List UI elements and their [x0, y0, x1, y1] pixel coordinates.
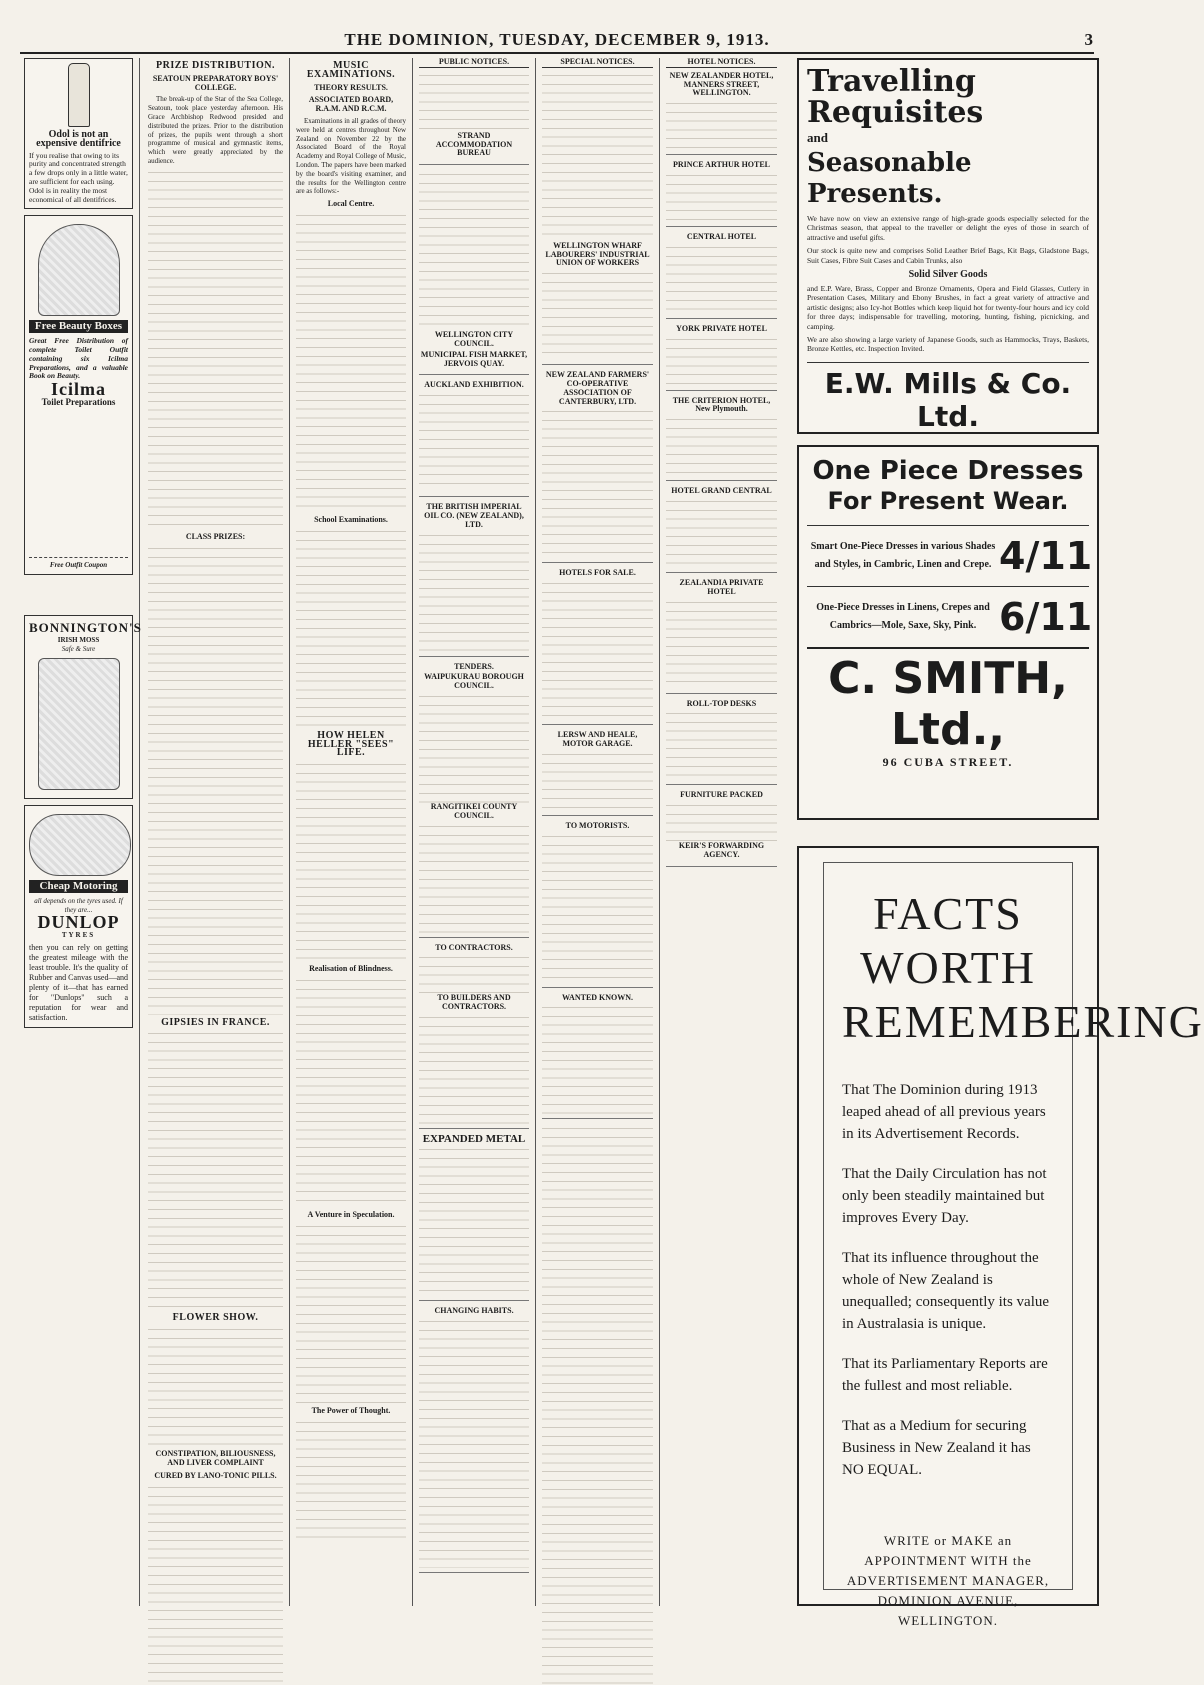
- notice-keirs-title: KEIR'S FORWARDING AGENCY.: [678, 841, 765, 859]
- notice-wharf-title: WELLINGTON WHARF LABOURERS' INDUSTRIAL UNION OF WORKERS: [545, 240, 650, 268]
- notice-york-title: YORK PRIVATE HOTEL: [676, 323, 767, 333]
- notice-grandcentral-title: HOTEL GRAND CENTRAL: [671, 486, 772, 496]
- notice-wanted-text: [542, 1004, 653, 1114]
- facts-cta: [842, 1531, 1054, 1631]
- odol-headline: Odol is not an expensive dentifrice: [36, 129, 121, 149]
- notice-motorists-text: [542, 833, 653, 983]
- notice-waipukurau-title: WAIPUKURAU BOROUGH COUNCIL.: [424, 672, 524, 691]
- notice-garage: [542, 731, 653, 816]
- notice-contractors-text: [419, 954, 529, 994]
- notice-central: [666, 233, 777, 319]
- class-prizes-block: [148, 545, 283, 1015]
- beauty-box-heading: Free Beauty Boxes: [29, 320, 128, 333]
- notice-tenders-title: TENDERS.: [454, 661, 494, 671]
- car-illustration-icon: [29, 814, 131, 876]
- notice-hotels-sale-text: [542, 580, 653, 720]
- travel-and: and: [807, 130, 828, 145]
- notice-contractors-title: TO CONTRACTORS.: [435, 942, 513, 952]
- travel-heading-1: Travelling: [807, 64, 976, 99]
- notice-wharf-text: [542, 270, 653, 360]
- icilma-filler: [29, 407, 128, 557]
- notice-criterion-title: THE CRITERION HOTEL, New Plymouth.: [672, 395, 771, 414]
- notice-motorists: [542, 822, 653, 988]
- facts-item-1: That The Dominion during 1913 leaped ahead of all previous years in its Advertisement Records.: [842, 1082, 1046, 1142]
- notice-oil-title: THE BRITISH IMPERIAL OIL CO. (NEW ZEALAND), LTD.: [424, 502, 524, 529]
- dresses-desc-1: Smart One-Piece Dresses in various Shades and Styles, in Cambric, Linen and Crepe.: [810, 541, 996, 570]
- facts-list: [842, 1079, 1054, 1481]
- notice-wanted-title: WANTED KNOWN.: [561, 992, 634, 1002]
- notice-furniture-text: [666, 802, 777, 842]
- notice-grandcentral: [666, 487, 777, 573]
- bonnington-illustration-icon: [38, 658, 120, 790]
- odol-body: If you realise that owing to its purity and concentrated strength a few drops only in a little water, are sufficient for each using. Odol is in reality the most economical of all dentifrices.: [29, 150, 128, 204]
- notice-builders-text: [419, 1014, 529, 1124]
- odol-bottle-icon: [68, 63, 90, 127]
- dunlop-ad: [24, 805, 133, 1028]
- notice-wcc-text: [419, 171, 529, 331]
- board-heading: ASSOCIATED BOARD, R.A.M. AND R.C.M.: [308, 95, 394, 114]
- masthead-title: THE DOMINION, TUESDAY, DECEMBER 9, 1913.: [344, 30, 770, 49]
- notice-contractors: [419, 944, 529, 1129]
- notice-oil-text: [419, 532, 529, 652]
- notice-desks: [666, 700, 777, 786]
- notice-zealandia-title: ZEALANDIA PRIVATE HOTEL: [679, 577, 764, 596]
- hotel-notices-header: HOTEL NOTICES.: [666, 58, 777, 68]
- dunlop-line: all depends on the tyres used. If they are...: [34, 896, 123, 914]
- dunlop-box-heading: Cheap Motoring: [29, 880, 128, 893]
- travel-para-4: We are also showing a large variety of Japanese Goods, such as Hammocks, Trays, Baskets, Bronze Kettles, etc. Inspection Invited.: [807, 335, 1089, 354]
- facts-item-5: That as a Medium for securing Business in New Zealand it has NO EQUAL.: [842, 1418, 1031, 1478]
- travel-firm: E.W. Mills & Co. Ltd.: [807, 362, 1089, 433]
- dresses-row-2: [807, 586, 1093, 647]
- speculation-heading: A Venture in Speculation.: [307, 1209, 395, 1219]
- notice-strand: [419, 72, 529, 165]
- lanotonic-heading: CURED BY LANO-TONIC PILLS.: [154, 1470, 277, 1480]
- helen-heller-heading: HOW HELEN HELLER "SEES" LIFE.: [307, 729, 395, 759]
- travel-para-2: Our stock is quite new and comprises Solid Leather Brief Bags, Kit Bags, Gladstone Bags, Suit Cases, Fibre Suit Cases and Cabin Trunks, also: [807, 246, 1089, 265]
- notice-fish-title: MUNICIPAL FISH MARKET, JERVOIS QUAY.: [420, 349, 528, 368]
- one-piece-dresses-ad: [797, 445, 1099, 820]
- notice-prince: [666, 161, 777, 227]
- prize-title: PRIZE DISTRIBUTION.: [156, 60, 275, 71]
- notice-furniture-title: FURNITURE PACKED: [680, 790, 763, 800]
- prize-para: The break-up of the Star of the Sea College, Seatoun, took place yesterday afternoon. His Grace Archbishop Redwood presided and distributed the prizes. Prior to the distribution of prizes, the pupils went through a short programme of musical and gymnastic items, which were greatly appreciated by the audience.: [148, 95, 283, 165]
- travel-para-3: and E.P. Ware, Brass, Copper and Bronze Ornaments, Opera and Field Glasses, Cutlery in Presentation Cases, Military and Ebony Brushes, in fact a great variety of attractive and artistic designs; also Icy-hot Bottles which keep liquid hot for twenty-four hours and icy cold for three days; indispensable for travelling, motoring, hunting, fishing, picnicking, and camping.: [807, 284, 1089, 331]
- notice-expanded-title: EXPANDED METAL: [422, 1132, 526, 1145]
- notice-nzhotel-text: [666, 100, 777, 150]
- notice-garage-text: [542, 751, 653, 811]
- blindness-heading: Realisation of Blindness.: [309, 964, 393, 974]
- thought-block: [296, 1419, 406, 1539]
- notice-prince-text: [666, 172, 777, 222]
- dresses-heading-2: For Present Wear.: [827, 487, 1069, 515]
- bonnington-ad: [24, 615, 142, 799]
- notice-central-title: CENTRAL HOTEL: [686, 231, 757, 241]
- dunlop-brand: DUNLOP: [37, 912, 120, 933]
- local-centre-block: [296, 212, 406, 512]
- special-notices-column: [536, 58, 660, 1606]
- bonnington-sub: IRISH MOSS: [57, 636, 100, 645]
- notice-expanded-text: [419, 1146, 529, 1296]
- notice-grandcentral-text: [666, 498, 777, 568]
- dunlop-body: then you can rely on getting the greatest mileage with the least trouble. It's the quality of Rubber and Canvas used—and plenty of it—that has earned for "Dunlops" such a reputation for wear and satisfaction.: [29, 942, 128, 1022]
- public-notices-header: PUBLIC NOTICES.: [419, 58, 529, 68]
- notice-strand-text: [419, 72, 529, 132]
- special-notices-text-2: [542, 1125, 653, 1685]
- prize-text-block: [148, 169, 283, 529]
- travel-heading-2: Requisites: [807, 95, 984, 130]
- notice-oil: [419, 503, 529, 656]
- travel-silver: Solid Silver Goods: [908, 269, 988, 281]
- notice-wharf: [542, 242, 653, 365]
- notice-rangitikei-text: [419, 823, 529, 933]
- notice-rangitikei-title: RANGITIKEI COUNTY COUNCIL.: [430, 801, 518, 820]
- beauty-body: Great Free Distribution of complete Toilet Outfit containing six Icilma Preparations, and a valuable Book on Beauty.: [29, 336, 128, 381]
- page-number: 3: [1084, 30, 1094, 49]
- facts-inner-border: [823, 862, 1204, 1628]
- flower-heading: FLOWER SHOW.: [172, 1312, 259, 1324]
- odol-ad: [24, 58, 133, 209]
- prize-sub: SEATOUN PREPARATORY BOYS' COLLEGE.: [152, 73, 279, 92]
- notice-desks-title: ROLL-TOP DESKS: [686, 698, 757, 708]
- travel-heading-3: Seasonable Presents.: [807, 148, 972, 209]
- facts-item-2: That the Daily Circulation has not only been steadily maintained but improves Every Day.: [842, 1166, 1047, 1226]
- school-exams-block: [296, 528, 406, 728]
- public-notices-column: [413, 58, 536, 1606]
- notice-central-text: [666, 244, 777, 314]
- notice-hotels-sale-title: HOTELS FOR SALE.: [559, 568, 636, 578]
- article-column-1: [142, 58, 290, 1606]
- facts-cta-2: ADVERTISEMENT MANAGER,: [846, 1573, 1050, 1588]
- left-ad-column: [18, 58, 140, 1606]
- special-notices-header: SPECIAL NOTICES.: [542, 58, 653, 68]
- flower-block: [148, 1326, 283, 1446]
- notice-habits-title: CHANGING HABITS.: [434, 1305, 514, 1315]
- facts-title: FACTS WORTH REMEMBERING: [842, 888, 1204, 1047]
- woman-illustration-icon: [38, 224, 120, 316]
- blindness-block: [296, 977, 406, 1207]
- travelling-requisites-ad: [797, 58, 1099, 434]
- notice-criterion: [666, 397, 777, 482]
- notice-york-text: [666, 336, 777, 386]
- notice-prince-title: PRINCE ARTHUR HOTEL: [672, 160, 771, 170]
- notice-farmers-title: NEW ZEALAND FARMERS' CO-OPERATIVE ASSOCIATION OF CANTERBURY, LTD.: [545, 370, 650, 406]
- music-para: Examinations in all grades of theory were held at centres throughout New Zealand on November 22 by the Associated Board of the Royal Academy and Royal College of Music, London. The papers have been marked by the board's visiting examiner, and the results for the Wellington centre are as follows:-: [296, 116, 406, 196]
- dresses-firm: C. SMITH, Ltd.,: [807, 647, 1089, 755]
- facts-cta-1: WRITE or MAKE an APPOINTMENT WITH the: [864, 1533, 1032, 1568]
- notice-farmers: [542, 371, 653, 563]
- notice-tenders-text: [419, 693, 529, 803]
- travel-para-1: We have now on view an extensive range of high-grade goods especially selected for the Christmas season, that appeal to the traveller or delight the eyes of those in search of attractive and useful gifts.: [807, 214, 1089, 242]
- gipsies-heading: GIPSIES IN FRANCE.: [161, 1016, 270, 1028]
- notice-auckland-text: [419, 392, 529, 492]
- notice-criterion-text: [666, 416, 777, 476]
- thought-heading: The Power of Thought.: [311, 1405, 391, 1415]
- class-prizes-heading: CLASS PRIZES:: [185, 531, 246, 541]
- article-column-2: [290, 58, 413, 1606]
- icilma-brand: Icilma: [51, 379, 106, 400]
- dresses-row-1: [807, 525, 1093, 586]
- special-notices-text-1: [542, 72, 653, 242]
- notice-hotels-sale: [542, 569, 653, 725]
- notice-nzhotel: [666, 72, 777, 155]
- facts-item-4: That its Parliamentary Reports are the fullest and most reliable.: [842, 1356, 1048, 1394]
- notice-wanted: [542, 994, 653, 1120]
- theory-heading: THEORY RESULTS.: [314, 82, 388, 92]
- notice-builders-title: TO BUILDERS AND CONTRACTORS.: [437, 993, 511, 1012]
- notice-auckland-title: AUCKLAND EXHIBITION.: [424, 380, 524, 390]
- hotel-notices-column: [660, 58, 783, 1606]
- dresses-desc-2: One-Piece Dresses in Linens, Crepes and Cambrics—Mole, Saxe, Sky, Pink.: [816, 602, 990, 631]
- gipsies-block: [148, 1030, 283, 1310]
- facts-cta-4: WELLINGTON.: [898, 1613, 998, 1628]
- notice-furniture: [666, 791, 777, 866]
- bonnington-brand: BONNINGTON'S: [29, 619, 142, 635]
- speculation-block: [296, 1223, 406, 1403]
- notice-zealandia: [666, 579, 777, 694]
- facts-item-3: That its influence throughout the whole of New Zealand is unequalled; consequently its value in Australasia is unique.: [842, 1250, 1050, 1332]
- school-exams-heading: School Examinations.: [314, 514, 388, 524]
- dresses-heading-1: One Piece Dresses: [812, 456, 1084, 486]
- notice-wcc: [419, 171, 529, 375]
- notice-expanded: [419, 1132, 529, 1301]
- dresses-price-1: 4/11: [999, 534, 1093, 578]
- masthead: [20, 30, 1094, 54]
- notice-motorists-title: TO MOTORISTS.: [565, 820, 630, 830]
- lanotonic-block: [148, 1484, 283, 1684]
- facts-worth-remembering-ad: [797, 846, 1204, 1628]
- helen-heller-block: [296, 761, 406, 961]
- facts-cta-3: DOMINION AVENUE,: [877, 1593, 1019, 1608]
- notice-desks-text: [666, 710, 777, 780]
- notice-tenders: [419, 663, 529, 938]
- icilma-ad: [24, 215, 133, 574]
- bonnington-tag: Safe & Sure: [61, 645, 96, 654]
- liver-heading: CONSTIPATION, BILIOUSNESS, AND LIVER COMPLAINT: [155, 1449, 276, 1467]
- notice-habits: [419, 1307, 529, 1573]
- notice-wcc-title: WELLINGTON CITY COUNCIL.: [434, 330, 514, 348]
- notice-garage-title: LERSW AND HEALE, MOTOR GARAGE.: [557, 730, 638, 748]
- dresses-street: 96 CUBA STREET.: [882, 755, 1014, 769]
- notice-york: [666, 325, 777, 391]
- music-title: MUSIC EXAMINATIONS.: [306, 60, 396, 80]
- notice-strand-title: STRAND ACCOMMODATION BUREAU: [435, 130, 513, 158]
- notice-auckland: [419, 381, 529, 497]
- coupon-heading: Free Outfit Coupon: [29, 557, 128, 570]
- icilma-sub: Toilet Preparations: [41, 396, 116, 407]
- notice-nzhotel-title: NEW ZEALANDER HOTEL, MANNERS STREET, WELLINGTON.: [669, 70, 774, 98]
- notice-farmers-text: [542, 408, 653, 558]
- local-centre-heading: Local Centre.: [327, 199, 375, 209]
- dresses-price-2: 6/11: [999, 595, 1093, 639]
- dunlop-sub: TYRES: [61, 931, 96, 940]
- notice-zealandia-text: [666, 599, 777, 689]
- notice-habits-text: [419, 1318, 529, 1568]
